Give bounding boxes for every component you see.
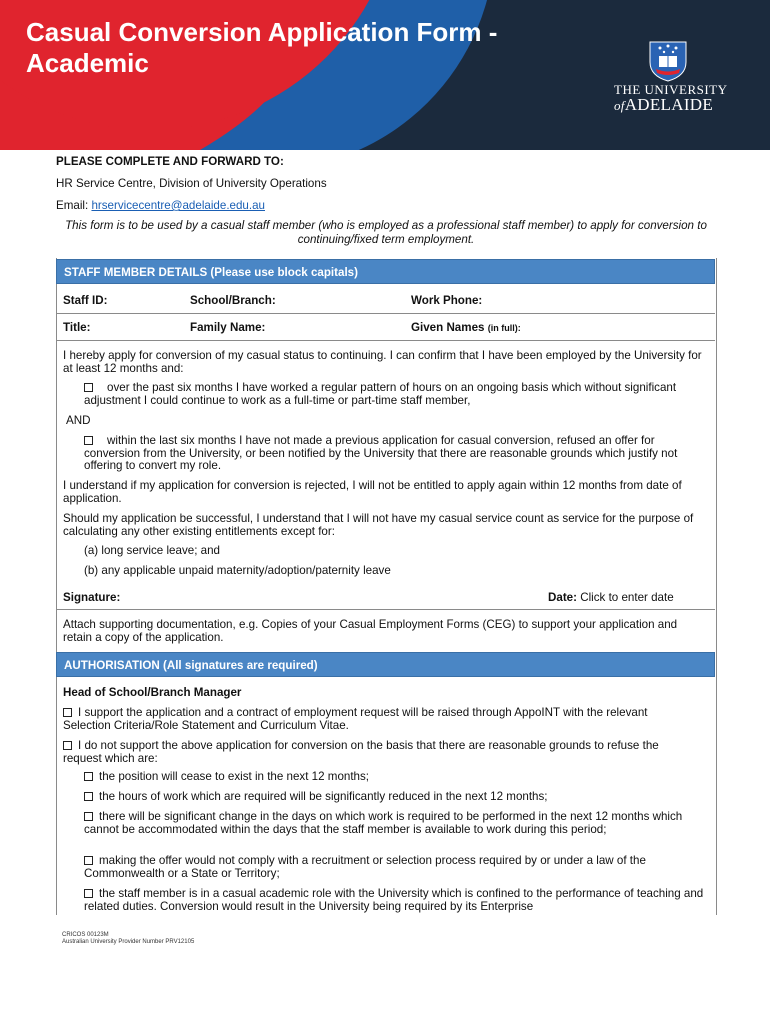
reason-checkbox[interactable] (84, 792, 93, 801)
successful-statement: Should my application be successful, I understand that I will not have my casual service count as service for the purpose of calculating any other existing entitlements except for: (63, 512, 694, 538)
date-label: Date: (548, 591, 577, 604)
exception-item-b: (b) any applicable unpaid maternity/adoption/paternity leave (84, 564, 391, 577)
hr-centre-text: HR Service Centre, Division of University Operations (56, 177, 327, 190)
option-no-previous-application (84, 435, 708, 473)
provider-number: Australian University Provider Number PRV12105 (62, 939, 195, 945)
reason-text: the staff member is in a casual academic role with the University which is confined to the performance of teaching and related duties. Conversion would result in the University being required by its Enterprise (84, 887, 704, 913)
reason-text: the position will cease to exist in the next 12 months; (99, 770, 370, 783)
and-text: AND (66, 414, 91, 427)
divider (56, 609, 715, 610)
rejected-statement: I understand if my application for conversion is rejected, I will not be entitled to apply again within 12 months from date of application. (63, 479, 682, 505)
university-name-adelaide: ADELAIDE (624, 95, 714, 114)
given-names-label[interactable] (411, 321, 521, 334)
school-branch-label[interactable]: School/Branch: (190, 294, 276, 307)
apply-statement: I hereby apply for conversion of my casual status to continuing. I can confirm that I have been employed by the University for at least 12 months and: (63, 349, 702, 375)
reason-checkbox[interactable] (84, 812, 93, 821)
university-crest-icon (646, 40, 690, 82)
family-name-label[interactable]: Family Name: (190, 321, 266, 334)
no-previous-application-text: within the last six months I have not made a previous application for casual conversion, refused an offer for conversion from the University, or been notified by the University that there are reasonable grounds which justify not offering to convert my role. (84, 434, 678, 472)
reason-text: there will be significant change in the days on which work is required to be performed in the next 12 months which cannot be accommodated within the days that the staff member is available to work during this period; (84, 810, 683, 836)
staff-details-header: STAFF MEMBER DETAILS (Please use block capitals) (56, 259, 715, 284)
staff-row-1 (56, 287, 715, 314)
university-name-line2 (614, 95, 713, 115)
date-value[interactable]: Click to enter date (580, 591, 674, 604)
work-phone-label[interactable]: Work Phone: (411, 294, 483, 307)
forward-heading: PLEASE COMPLETE AND FORWARD TO: (56, 155, 284, 168)
reason-checkbox[interactable] (84, 889, 93, 898)
reason-item (84, 888, 706, 913)
email-link[interactable]: hrservicecentre@adelaide.edu.au (91, 199, 265, 212)
title-label[interactable]: Title: (63, 321, 91, 334)
reason-item (84, 791, 704, 804)
staff-row-2 (56, 314, 715, 341)
given-names-text: Given Names (411, 321, 485, 334)
reason-item (84, 811, 706, 836)
support-option (63, 707, 693, 732)
header-banner (0, 0, 770, 150)
university-name-of: of (614, 98, 625, 113)
reason-text: making the offer would not comply with a recruitment or selection process required by or under a law of the Commonwealth or a State or Territory; (84, 854, 646, 880)
cricos-number: CRICOS 00123M (62, 932, 109, 938)
not-support-text: I do not support the above application for conversion on the basis that there are reasonable grounds to refuse the request which are: (63, 739, 659, 765)
form-purpose-note: This form is to be used by a casual staff member (who is employed as a professional staff member) to apply for conversion to continuing/fixed term employment. (65, 219, 707, 246)
exception-item-a: (a) long service leave; and (84, 544, 220, 557)
staff-id-label[interactable]: Staff ID: (63, 294, 108, 307)
in-full-text: (in full): (487, 323, 521, 333)
regular-hours-text: over the past six months I have worked a regular pattern of hours on an ongoing basis which without significant adjustment I could continue to work as a full-time or part-time staff member, (84, 381, 677, 407)
attach-statement: Attach supporting documentation, e.g. Copies of your Casual Employment Forms (CEG) to support your application and retain a copy of the application. (63, 618, 678, 644)
regular-hours-checkbox[interactable] (84, 383, 93, 392)
authorisation-header: AUTHORISATION (All signatures are required) (56, 652, 715, 677)
reason-checkbox[interactable] (84, 856, 93, 865)
university-name-line1: THE UNIVERSITY (614, 82, 728, 97)
footer (62, 932, 194, 946)
reason-item (84, 855, 704, 880)
reason-text: the hours of work which are required will be significantly reduced in the next 12 months; (99, 790, 548, 803)
intro-section (56, 152, 756, 247)
reason-checkbox[interactable] (84, 772, 93, 781)
support-checkbox[interactable] (63, 708, 72, 717)
option-regular-hours (84, 382, 704, 407)
head-of-school-heading: Head of School/Branch Manager (63, 686, 242, 699)
page-title: Casual Conversion Application Form - Academic (26, 17, 498, 78)
not-support-checkbox[interactable] (63, 741, 72, 750)
email-label: Email: (56, 199, 89, 212)
email-line (56, 199, 756, 212)
not-support-option (63, 740, 693, 765)
no-previous-application-checkbox[interactable] (84, 436, 93, 445)
support-text: I support the application and a contract of employment request will be raised through AppoINT with the relevant Selection Criteria/Role Statement and Curriculum Vitae. (63, 706, 648, 732)
signature-label[interactable]: Signature: (63, 591, 121, 604)
reason-item (84, 771, 704, 784)
date-field[interactable] (548, 592, 674, 605)
